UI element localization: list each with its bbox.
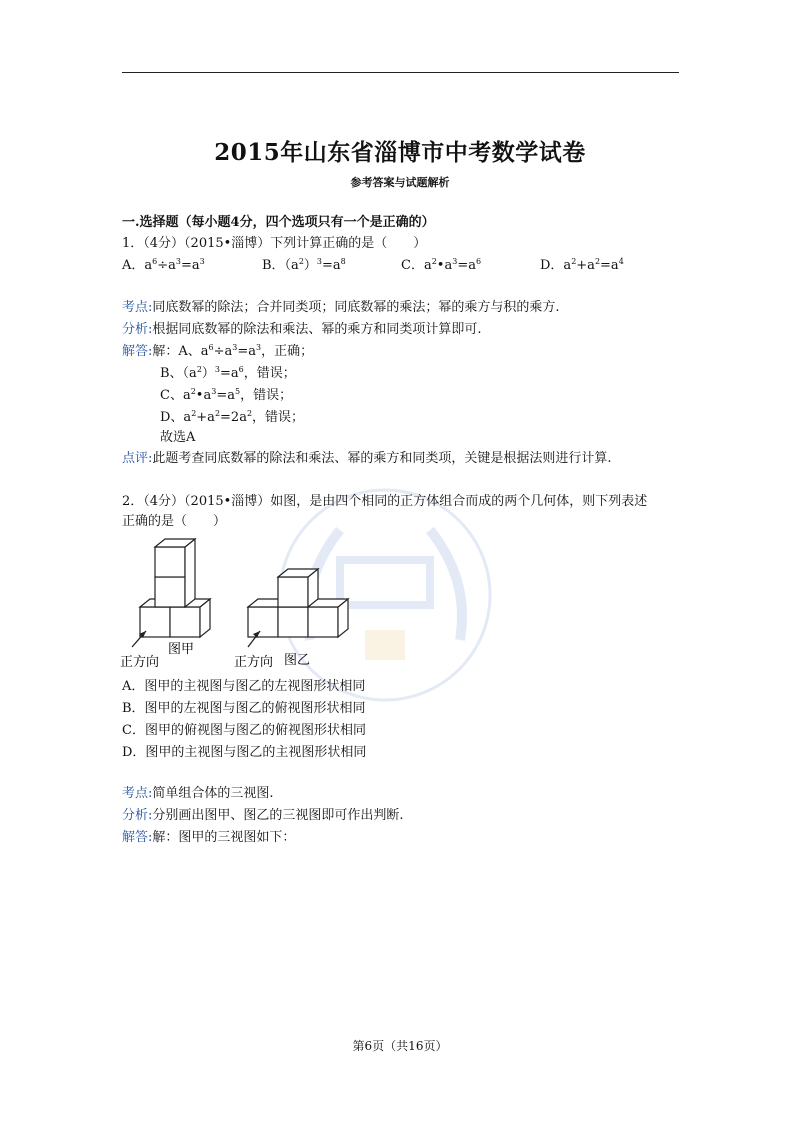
q1-jieda: 解答:解：A、$a^6\div a^3=a^3$，正确；	[122, 343, 314, 359]
q2-jieda: 解答:解：图甲的三视图如下：	[122, 830, 296, 845]
figure-yi-cubes	[248, 569, 348, 637]
q1-option-a: A．$a^6\div a^3=a^3$	[122, 257, 205, 273]
q1-solution-c: C、$a^2•a^3=a^5$，错误；	[160, 387, 293, 403]
figure-jia-label: 图甲	[168, 641, 195, 656]
q2-option-d: D．图甲的主视图与图乙的主视图形状相同	[122, 745, 367, 760]
page-subtitle: 参考答案与试题解析	[350, 176, 450, 189]
q2-fenxi: 分析:分别画出图甲、图乙的三视图即可作出判断.	[122, 808, 404, 823]
q1-option-b: B．$(a^2)^3=a^8$	[262, 257, 346, 273]
q2-stem-line1: 2．（4分）（2015•淄博）如图，是由四个相同的正方体组合而成的两个几何体，则下列表述	[122, 494, 648, 509]
page-footer: 第6页（共16页）	[352, 1039, 448, 1053]
q2-option-c: C．图甲的俯视图与图乙的俯视图形状相同	[122, 723, 366, 738]
q1-solution-d: D、$a^2+a^2=2a^2$，错误；	[160, 409, 305, 425]
front-direction-label-1: 正方向	[120, 654, 160, 669]
q2-kaodian: 考点:简单组合体的三视图.	[122, 786, 274, 801]
figure-yi-label: 图乙	[284, 652, 311, 667]
q2-option-b: B．图甲的左视图与图乙的俯视图形状相同	[122, 701, 366, 716]
figure-jia-cubes	[140, 539, 210, 637]
q1-fenxi: 分析:根据同底数幂的除法和乘法、幂的乘方和同类项计算即可.	[122, 322, 482, 337]
q1-kaodian: 考点:同底数幂的除法；合并同类项；同底数幂的乘法；幂的乘方与积的乘方.	[122, 300, 560, 315]
q1-solution-choice: 故选A	[160, 430, 196, 445]
q1-solution-b: B、$(a^2)^3=a^6$，错误；	[160, 365, 296, 381]
q1-dianping: 点评:此题考查同底数幂的除法和乘法、幂的乘方和同类项，关键是根据法则进行计算.	[122, 451, 612, 466]
front-direction-label-2: 正方向	[234, 654, 274, 669]
q1-option-c: C．$a^2•a^3=a^6$	[401, 257, 482, 273]
section-heading: 一.选择题（每小题4分，四个选项只有一个是正确的）	[122, 215, 435, 230]
q2-option-a: A．图甲的主视图与图乙的左视图形状相同	[122, 679, 366, 694]
q1-stem: 1．（4分）（2015•淄博）下列计算正确的是（ ）	[122, 236, 427, 251]
header-rule	[122, 72, 679, 73]
q2-stem-line2: 正确的是（ ）	[122, 514, 227, 529]
page-title: 2015年山东省淄博市中考数学试卷	[214, 139, 586, 166]
q1-option-d: D．$a^2+a^2=a^4$	[540, 257, 624, 273]
q2-figure	[120, 535, 360, 675]
